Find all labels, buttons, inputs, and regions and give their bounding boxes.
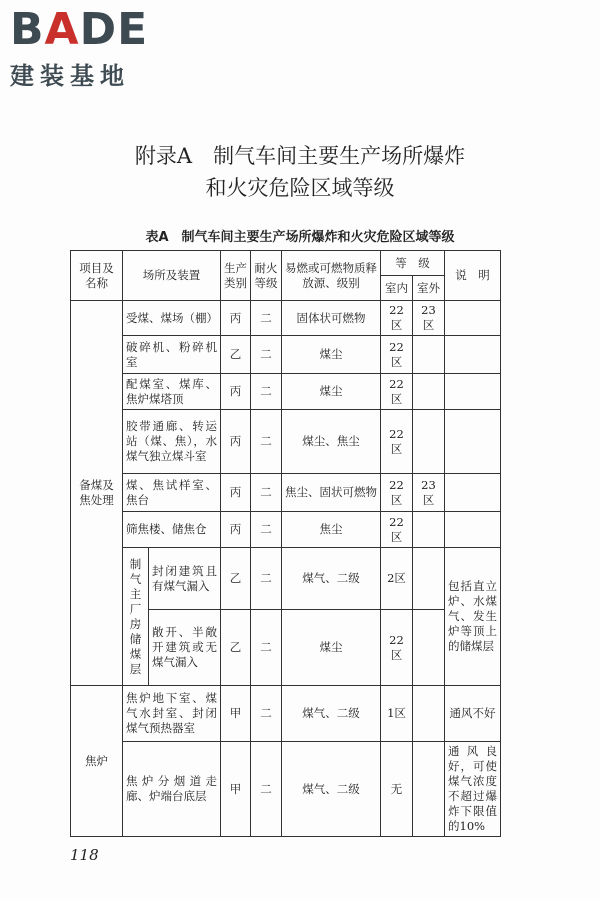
cell-prod: 丙 [221, 512, 251, 548]
cell-note: 通风不好 [445, 686, 501, 742]
cell-indoor: 22区 [381, 474, 413, 512]
cell-outdoor [413, 512, 445, 548]
cell-fire: 二 [251, 410, 282, 474]
cell-prod: 丙 [221, 301, 251, 336]
cell-indoor: 无 [381, 742, 413, 837]
cell-fire: 二 [251, 686, 282, 742]
cell-indoor: 22区 [381, 301, 413, 336]
cell-prod: 丙 [221, 374, 251, 410]
cell-outdoor [413, 410, 445, 474]
cell-fire: 二 [251, 742, 282, 837]
cell-place: 配煤室、煤库、焦炉煤塔顶 [123, 374, 221, 410]
title-line-1: 附录A 制气车间主要生产场所爆炸 [134, 144, 466, 168]
header-material: 易燃或可燃物质释放源、级别 [282, 251, 381, 301]
group-coke-oven: 焦炉 [71, 686, 123, 837]
header-prod-class: 生产类别 [221, 251, 251, 301]
cell-fire: 二 [251, 474, 282, 512]
table-row [71, 336, 501, 374]
cell-place: 焦炉分烟道走廊、炉端台底层 [123, 742, 221, 837]
table-row [71, 374, 501, 410]
cell-place: 煤、焦试样室、焦台 [123, 474, 221, 512]
cell-material: 煤气、二级 [282, 548, 381, 610]
cell-prod: 乙 [221, 548, 251, 610]
cell-note: 包括直立炉、水煤气、发生炉等顶上的储煤层 [445, 548, 501, 686]
cell-outdoor: 23区 [413, 474, 445, 512]
table-row [71, 548, 501, 610]
cell-note [445, 512, 501, 548]
cell-note [445, 474, 501, 512]
cell-fire: 二 [251, 374, 282, 410]
cell-outdoor [413, 742, 445, 837]
table-row [71, 301, 501, 336]
logo [10, 4, 180, 91]
cell-prod: 丙 [221, 410, 251, 474]
table-caption: 表A 制气车间主要生产场所爆炸和火灾危险区域等级 [145, 230, 455, 245]
cell-fire: 二 [251, 610, 282, 686]
cell-prod: 乙 [221, 336, 251, 374]
page-number: 118 [70, 846, 99, 864]
cell-material: 煤气、二级 [282, 742, 381, 837]
cell-material: 焦尘 [282, 512, 381, 548]
cell-note [445, 410, 501, 474]
hazard-zone-table [70, 250, 501, 837]
cell-prod: 丙 [221, 474, 251, 512]
table-row [71, 742, 501, 837]
cell-indoor: 2区 [381, 548, 413, 610]
cell-material: 固体状可燃物 [282, 301, 381, 336]
cell-place: 筛焦楼、储焦仓 [123, 512, 221, 548]
cell-indoor: 22区 [381, 410, 413, 474]
cell-place: 胶带通廊、转运站（煤、焦），水煤气独立煤斗室 [123, 410, 221, 474]
cell-place: 焦炉地下室、煤气水封室、封闭煤气预热器室 [123, 686, 221, 742]
table-row [71, 474, 501, 512]
header-outdoor: 室外 [413, 276, 445, 301]
cell-indoor: 22区 [381, 610, 413, 686]
cell-material: 煤尘 [282, 336, 381, 374]
cell-note [445, 336, 501, 374]
cell-place: 封闭建筑且有煤气漏入 [149, 548, 221, 610]
cell-place: 破碎机、粉碎机室 [123, 336, 221, 374]
cell-material: 煤尘 [282, 610, 381, 686]
cell-material: 煤气、二级 [282, 686, 381, 742]
cell-note: 通风良好，可使煤气浓度不超过爆炸下限值的10% [445, 742, 501, 837]
table-header-row [71, 251, 501, 276]
cell-outdoor [413, 336, 445, 374]
cell-prod: 乙 [221, 610, 251, 686]
cell-material: 煤尘、焦尘 [282, 410, 381, 474]
header-note: 说 明 [445, 251, 501, 301]
cell-outdoor: 23区 [413, 301, 445, 336]
cell-prod: 甲 [221, 686, 251, 742]
header-fire-grade: 耐火等级 [251, 251, 282, 301]
cell-outdoor [413, 686, 445, 742]
cell-place: 受煤、煤场（棚） [123, 301, 221, 336]
header-grade: 等 级 [381, 251, 445, 276]
table-row [71, 512, 501, 548]
cell-prod: 甲 [221, 742, 251, 837]
group-storage-layer: 制气主厂房储煤层 [123, 548, 149, 686]
table-row [71, 410, 501, 474]
group-coal-handling: 备煤及焦处理 [71, 301, 123, 686]
cell-fire: 二 [251, 301, 282, 336]
cell-outdoor [413, 374, 445, 410]
cell-indoor: 22区 [381, 512, 413, 548]
cell-note [445, 301, 501, 336]
logo-subtitle: 建装基地 [10, 62, 130, 90]
cell-fire: 二 [251, 548, 282, 610]
logo-wordmark: BADE [10, 4, 149, 55]
header-place: 场所及装置 [123, 251, 221, 301]
cell-fire: 二 [251, 336, 282, 374]
cell-outdoor [413, 548, 445, 610]
title-line-2: 和火灾危险区域等级 [205, 176, 395, 200]
header-item: 项目及名称 [71, 251, 123, 301]
cell-indoor: 22区 [381, 374, 413, 410]
cell-outdoor [413, 610, 445, 686]
cell-fire: 二 [251, 512, 282, 548]
cell-material: 焦尘、固状可燃物 [282, 474, 381, 512]
header-indoor: 室内 [381, 276, 413, 301]
cell-indoor: 1区 [381, 686, 413, 742]
table-row [71, 686, 501, 742]
cell-note [445, 374, 501, 410]
appendix-title [0, 140, 600, 204]
cell-place: 敞开、半敞开建筑或无煤气漏入 [149, 610, 221, 686]
cell-indoor: 22区 [381, 336, 413, 374]
cell-material: 煤尘 [282, 374, 381, 410]
